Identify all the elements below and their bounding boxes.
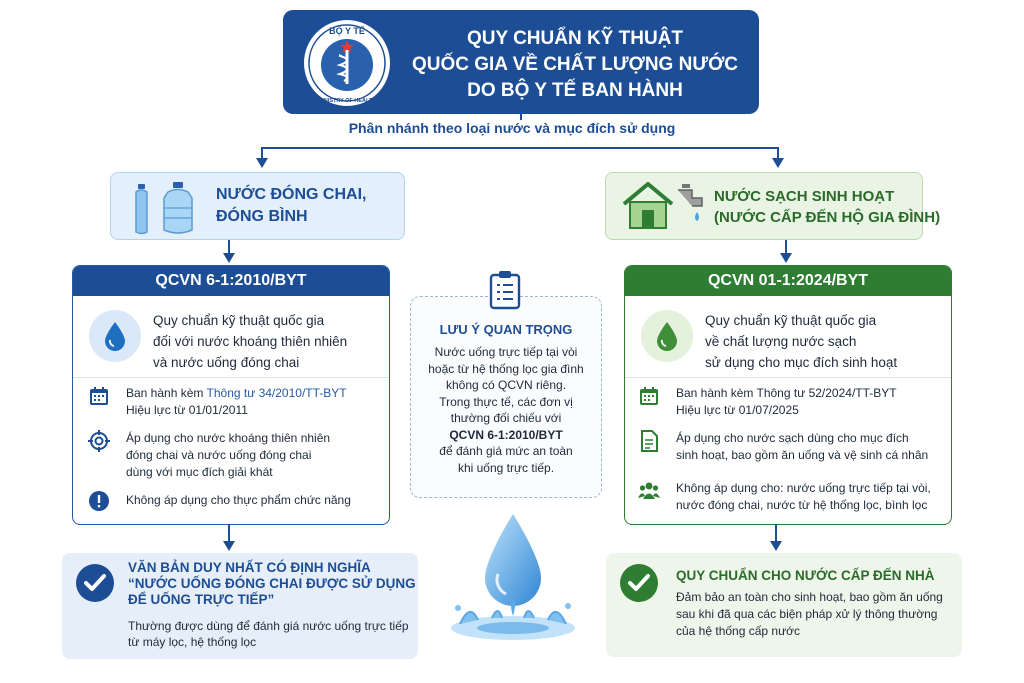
header-title: QUY CHUẨN KỸ THUẬT QUỐC GIA VỀ CHẤT LƯỢNG NƯỚC DO BỘ Y TẾ BAN HÀNH <box>411 28 739 101</box>
bottom-right-title: QUY CHUẨN CHO NƯỚC CẤP ĐẾN NHÀ <box>676 568 935 583</box>
check-circle-icon <box>74 562 116 604</box>
note-title: LƯU Ý QUAN TRỌNG <box>439 322 573 337</box>
card-title: QCVN 01-1:2024/BYT <box>625 266 951 296</box>
card-intro: Quy chuẩn kỹ thuật quốc gia về chất lượng nước sạch sử dụng cho mục đích sinh hoạt <box>625 296 951 378</box>
bottom-left-body: Thường được dùng để đánh giá nước uống trực tiếp từ máy lọc, hệ thống lọc <box>128 619 409 649</box>
bottom-right-body: Đảm bảo an toàn cho sinh hoạt, bao gồm ăn uống sau khi đã qua các biện pháp xử lý thông thường của hệ thống cấp nước <box>676 590 943 638</box>
card-intro: Quy chuẩn kỹ thuật quốc gia đối với nước khoáng thiên nhiên và nước uống đóng chai <box>73 296 389 378</box>
water-drop-icon <box>641 310 693 362</box>
category-household-water-label: NƯỚC SẠCH SINH HOẠT (NƯỚC CẤP ĐẾN HỘ GIA ĐÌNH) <box>714 188 941 226</box>
category-bottled-water-label: NƯỚC ĐÓNG CHAI, ĐÓNG BÌNH <box>216 186 367 225</box>
exclamation-icon <box>88 490 110 512</box>
water-bottles-icon <box>128 180 202 236</box>
note-body: Nước uống trực tiếp tại vòi hoặc từ hệ thống lọc gia đình không có QCVN riêng. Trong thực tế, các đơn vị thường đối chiếu với QCVN 6-1:2010/BYT để đánh giá mức an toàn khi uống trực tiếp. <box>428 345 584 475</box>
subtitle: Phân nhánh theo loại nước và mục đích sử dụng <box>348 120 676 136</box>
clipboard-icon <box>488 270 522 310</box>
document-icon <box>638 430 660 452</box>
card-title: QCVN 6-1:2010/BYT <box>73 266 389 296</box>
svg-text:BỘ Y TẾ: BỘ Y TẾ <box>329 26 365 36</box>
calendar-icon <box>88 385 110 407</box>
water-drop-icon <box>89 310 141 362</box>
calendar-icon <box>638 385 660 407</box>
house-icon <box>620 178 708 236</box>
faucet-icon <box>678 184 702 221</box>
circular-link[interactable]: Thông tư 34/2010/TT-BYT <box>206 386 347 400</box>
people-icon <box>638 480 660 502</box>
target-icon <box>88 430 110 452</box>
water-splash-icon <box>440 506 586 656</box>
ministry-of-health-logo <box>302 18 392 108</box>
svg-text:MINISTRY OF HEALTH: MINISTRY OF HEALTH <box>317 98 377 104</box>
check-circle-icon <box>618 562 660 604</box>
bottom-left-title: VĂN BẢN DUY NHẤT CÓ ĐỊNH NGHĨA “NƯỚC UỐNG ĐÓNG CHAI ĐƯỢC SỬ DỤNG ĐỂ UỐNG TRỰC TIẾP” <box>128 560 416 607</box>
